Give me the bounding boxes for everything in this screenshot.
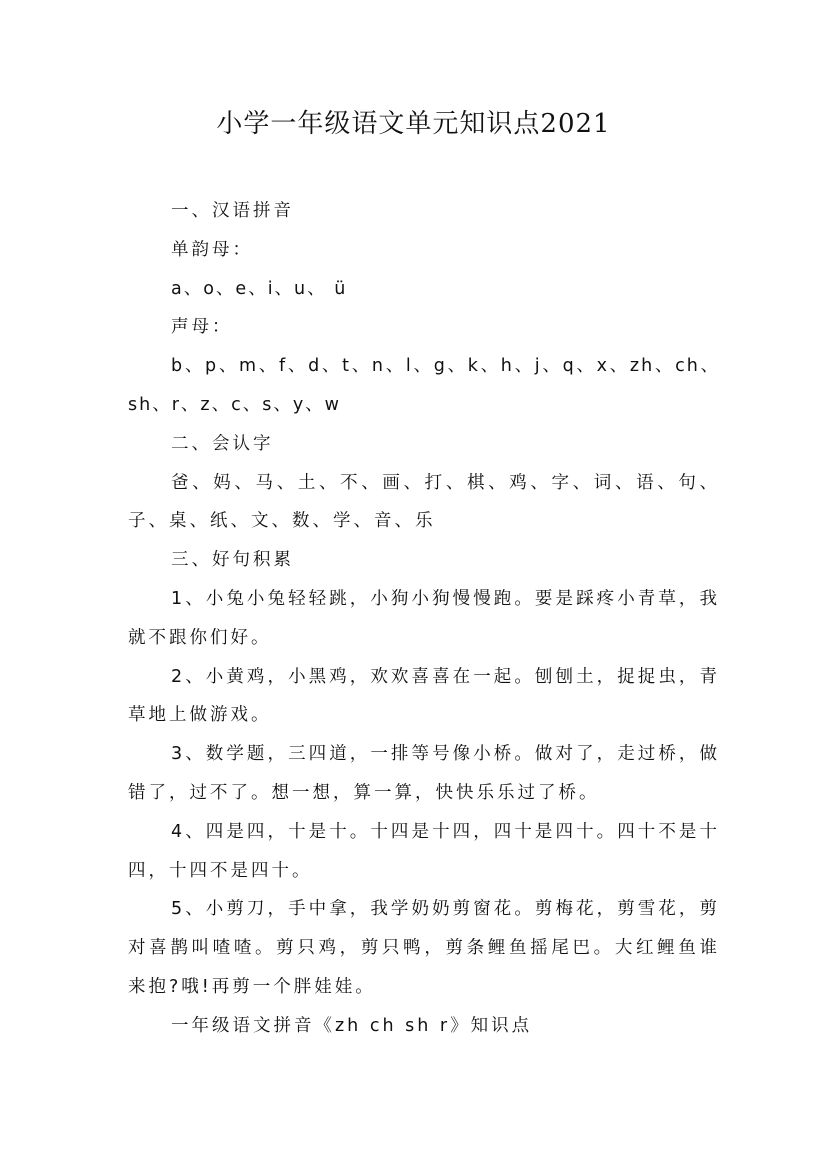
sentence-item-1: 1、小兔小兔轻轻跳，小狗小狗慢慢跑。要是踩疼小青草，我就不跟你们好。 <box>128 588 720 648</box>
sentence-item-3: 3、数学题，三四道，一排等号像小桥。做对了，走过桥，做错了，过不了。想一想，算一算，快快乐乐过了桥。 <box>128 744 720 803</box>
initials-list: b、p、m、f、d、t、n、l、g、k、h、j、q、x、zh、ch、sh、r、z、c、s、y、w <box>128 356 720 415</box>
document-title: 小学一年级语文单元知识点2021 <box>216 109 611 139</box>
sentence-item-5: 5、小剪刀，手中拿，我学奶奶剪窗花。剪梅花，剪雪花，剪对喜鹊叫喳喳。剪只鸡，剪只鸭，剪条鲤鱼摇尾巴。大红鲤鱼谁来抱?哦!再剪一个胖娃娃。 <box>128 899 720 997</box>
label-initials: 声母： <box>171 317 233 338</box>
label-single-finals: 单韵母： <box>171 239 253 260</box>
characters-list: 爸、妈、马、土、不、画、打、棋、鸡、字、词、语、句、子、桌、纸、文、数、学、音、乐 <box>128 472 720 532</box>
subsection-heading: 一年级语文拼音《zh ch sh r》知识点 <box>171 1015 533 1036</box>
section-heading-characters: 二、会认字 <box>171 433 274 454</box>
section-heading-sentences: 三、好句积累 <box>171 550 294 571</box>
sentence-item-2: 2、小黄鸡，小黑鸡，欢欢喜喜在一起。刨刨土，捉捉虫，青草地上做游戏。 <box>128 666 720 726</box>
document-body <box>128 192 720 1046</box>
sentence-item-4: 4、四是四，十是十。十四是十四，四十是四十。四十不是十四，十四不是四十。 <box>128 821 720 881</box>
single-finals-list: a、o、e、i、u、 ü <box>171 278 348 299</box>
section-heading-pinyin: 一、汉语拼音 <box>171 201 294 221</box>
